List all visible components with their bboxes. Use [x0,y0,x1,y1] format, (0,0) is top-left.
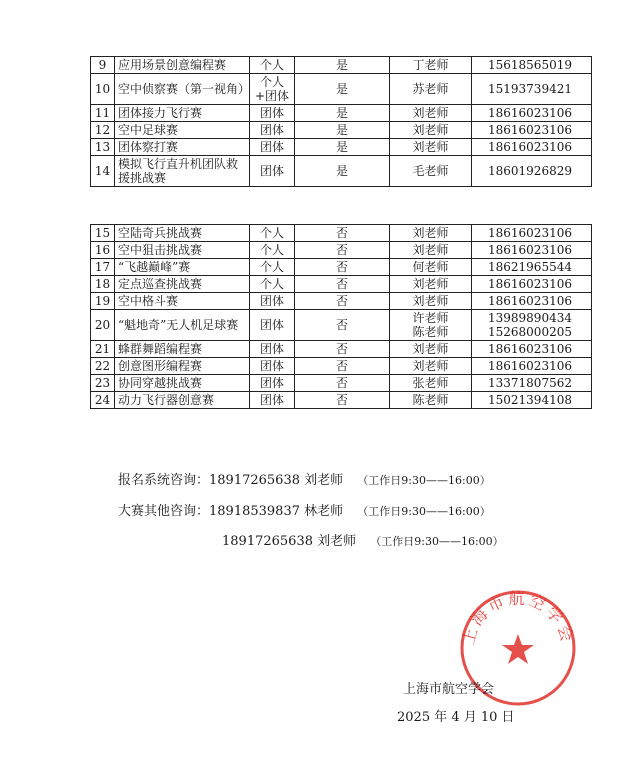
contact-phone-line: 15268000205 [488,325,572,339]
row-number: 12 [91,122,115,139]
table-row [91,276,592,293]
contact-phone-line: 18621965544 [488,260,572,274]
contest-name: 模拟飞行直升机团队救援挑战赛 [115,156,250,187]
contact-phone-line: 18616023106 [488,123,572,137]
participation-type: 团体 [250,358,295,375]
qualifying-flag: 是 [295,139,390,156]
row-number: 11 [91,105,115,122]
contact-phone [472,375,592,392]
contact-phone-line: 18616023106 [488,342,572,356]
row-number: 20 [91,310,115,341]
contact-teacher-line: 陈老师 [412,393,449,407]
contact-phone [472,392,592,409]
participation-type: 团体 [250,156,295,187]
contest-name: 协同穿越挑战赛 [115,375,250,392]
contact-hours: （工作日9:30——16:00） [357,505,491,518]
table-row [91,259,592,276]
table-row [91,105,592,122]
contact-teacher [390,139,472,156]
contact-teacher [390,341,472,358]
contact-phone-line: 18616023106 [488,140,572,154]
contest-table-part2 [90,224,592,409]
contest-name: “魁地奇”无人机足球赛 [115,310,250,341]
contact-phone: 18918539837 [209,504,300,519]
contact-phone-line: 18601926829 [488,164,572,178]
signature-org: 上海市航空学会 [403,682,495,697]
contact-line-other [118,500,491,519]
contact-hours: （工作日9:30——16:00） [357,474,491,487]
row-number: 23 [91,375,115,392]
contact-teacher-line: 丁老师 [412,58,449,72]
contact-person: 刘老师 [317,534,357,549]
table-row [91,156,592,187]
table-row [91,293,592,310]
contact-phone-line: 13371807562 [488,376,572,390]
row-number: 10 [91,74,115,105]
qualifying-flag: 否 [295,358,390,375]
participation-type: 个人 [250,276,295,293]
contact-teacher [390,57,472,74]
contact-phone [472,225,592,242]
contact-phone [472,122,592,139]
qualifying-flag: 是 [295,74,390,105]
contact-teacher-line: 许老师 [412,311,449,325]
qualifying-flag: 否 [295,259,390,276]
table-row [91,375,592,392]
contact-teacher-line: 毛老师 [412,164,449,178]
contact-teacher [390,375,472,392]
contest-name: 创意图形编程赛 [115,358,250,375]
contact-phone [472,259,592,276]
qualifying-flag: 否 [295,375,390,392]
contest-name: 空中狙击挑战赛 [115,242,250,259]
contact-teacher [390,225,472,242]
contest-name: 空中格斗赛 [115,293,250,310]
contest-name: 空陆奇兵挑战赛 [115,225,250,242]
contact-teacher-line: 刘老师 [412,342,449,356]
participation-type: 团体 [250,122,295,139]
row-number: 15 [91,225,115,242]
participation-type: 团体 [250,293,295,310]
contact-teacher-line: 刘老师 [412,226,449,240]
contest-name: 蜂群舞蹈编程赛 [115,341,250,358]
contact-phone-line: 15193739421 [488,82,572,96]
participation-type: 个人+团体 [250,74,295,105]
contact-teacher-line: 刘老师 [412,106,449,120]
contact-teacher-line: 刘老师 [412,359,449,373]
contact-phone: 18917265638 [222,534,313,549]
contact-phone-line: 15021394108 [488,393,572,407]
participation-type: 团体 [250,139,295,156]
participation-type: 团体 [250,392,295,409]
contact-line-registration [118,469,491,488]
contact-teacher-line: 张老师 [412,376,449,390]
contact-phone [472,74,592,105]
svg-text:上海市航空学会: 上海市航空学会 [458,589,578,647]
contact-phone [472,242,592,259]
table-row [91,358,592,375]
contact-person: 林老师 [304,504,344,519]
participation-type: 个人 [250,242,295,259]
contact-teacher [390,259,472,276]
contact-teacher-line: 陈老师 [412,325,449,339]
table-row [91,139,592,156]
contact-teacher [390,105,472,122]
signature-date: 2025 年 4 月 10 日 [397,710,515,725]
contest-name: “飞越巅峰”赛 [115,259,250,276]
table-row [91,57,592,74]
row-number: 18 [91,276,115,293]
table-row [91,341,592,358]
contact-phone [472,156,592,187]
contact-phone-line: 18616023106 [488,359,572,373]
contact-teacher [390,122,472,139]
contact-line-other-2 [222,530,504,549]
row-number: 19 [91,293,115,310]
table-row [91,122,592,139]
contact-teacher [390,156,472,187]
qualifying-flag: 否 [295,293,390,310]
contest-table-part1 [90,56,592,187]
participation-type: 个人 [250,225,295,242]
contact-phone-line: 18616023106 [488,277,572,291]
contact-phone [472,310,592,341]
contact-label: 报名系统咨询： [118,473,210,488]
contact-hours: （工作日9:30——16:00） [370,535,504,548]
contest-name: 定点巡查挑战赛 [115,276,250,293]
participation-type: 个人 [250,259,295,276]
contact-teacher-line: 刘老师 [412,294,449,308]
contest-name: 应用场景创意编程赛 [115,57,250,74]
contact-phone-line: 18616023106 [488,106,572,120]
seal-star-icon [502,634,534,664]
row-number: 22 [91,358,115,375]
participation-type: 团体 [250,105,295,122]
participation-type: 团体 [250,375,295,392]
table-row [91,74,592,105]
contact-teacher-line: 何老师 [412,260,449,274]
table-row [91,242,592,259]
contact-phone [472,57,592,74]
contact-teacher [390,293,472,310]
contact-teacher [390,242,472,259]
contact-teacher [390,358,472,375]
contact-label: 大赛其他咨询： [118,504,210,519]
row-number: 21 [91,341,115,358]
row-number: 13 [91,139,115,156]
row-number: 16 [91,242,115,259]
qualifying-flag: 是 [295,122,390,139]
table-row [91,310,592,341]
qualifying-flag: 是 [295,57,390,74]
contact-teacher-line: 刘老师 [412,123,449,137]
contact-phone [472,358,592,375]
contact-phone-line: 18616023106 [488,226,572,240]
table-row [91,392,592,409]
contact-phone [472,105,592,122]
qualifying-flag: 否 [295,225,390,242]
contact-phone-line: 13989890434 [488,311,572,325]
contact-teacher-line: 苏老师 [412,82,449,96]
contact-teacher-line: 刘老师 [412,243,449,257]
contact-teacher-line: 刘老师 [412,277,449,291]
contact-phone [472,341,592,358]
qualifying-flag: 否 [295,341,390,358]
contact-teacher [390,74,472,105]
contest-name: 团体接力飞行赛 [115,105,250,122]
contact-teacher-line: 刘老师 [412,140,449,154]
contact-phone-line: 15618565019 [488,58,572,72]
row-number: 14 [91,156,115,187]
contest-name: 空中侦察赛（第一视角） [115,74,250,105]
contact-teacher [390,392,472,409]
qualifying-flag: 否 [295,310,390,341]
contest-name: 动力飞行器创意赛 [115,392,250,409]
qualifying-flag: 否 [295,276,390,293]
participation-type: 团体 [250,310,295,341]
contact-phone-line: 18616023106 [488,294,572,308]
qualifying-flag: 是 [295,105,390,122]
qualifying-flag: 否 [295,242,390,259]
contact-teacher [390,276,472,293]
contest-name: 团体察打赛 [115,139,250,156]
contest-name: 空中足球赛 [115,122,250,139]
contact-teacher [390,310,472,341]
qualifying-flag: 否 [295,392,390,409]
row-number: 24 [91,392,115,409]
row-number: 17 [91,259,115,276]
contact-phone-line: 18616023106 [488,243,572,257]
qualifying-flag: 是 [295,156,390,187]
contact-phone: 18917265638 [209,473,300,488]
contact-person: 刘老师 [304,473,344,488]
participation-type: 团体 [250,341,295,358]
row-number: 9 [91,57,115,74]
participation-type: 个人 [250,57,295,74]
contact-phone [472,139,592,156]
contact-phone [472,293,592,310]
contact-phone [472,276,592,293]
table-row [91,225,592,242]
